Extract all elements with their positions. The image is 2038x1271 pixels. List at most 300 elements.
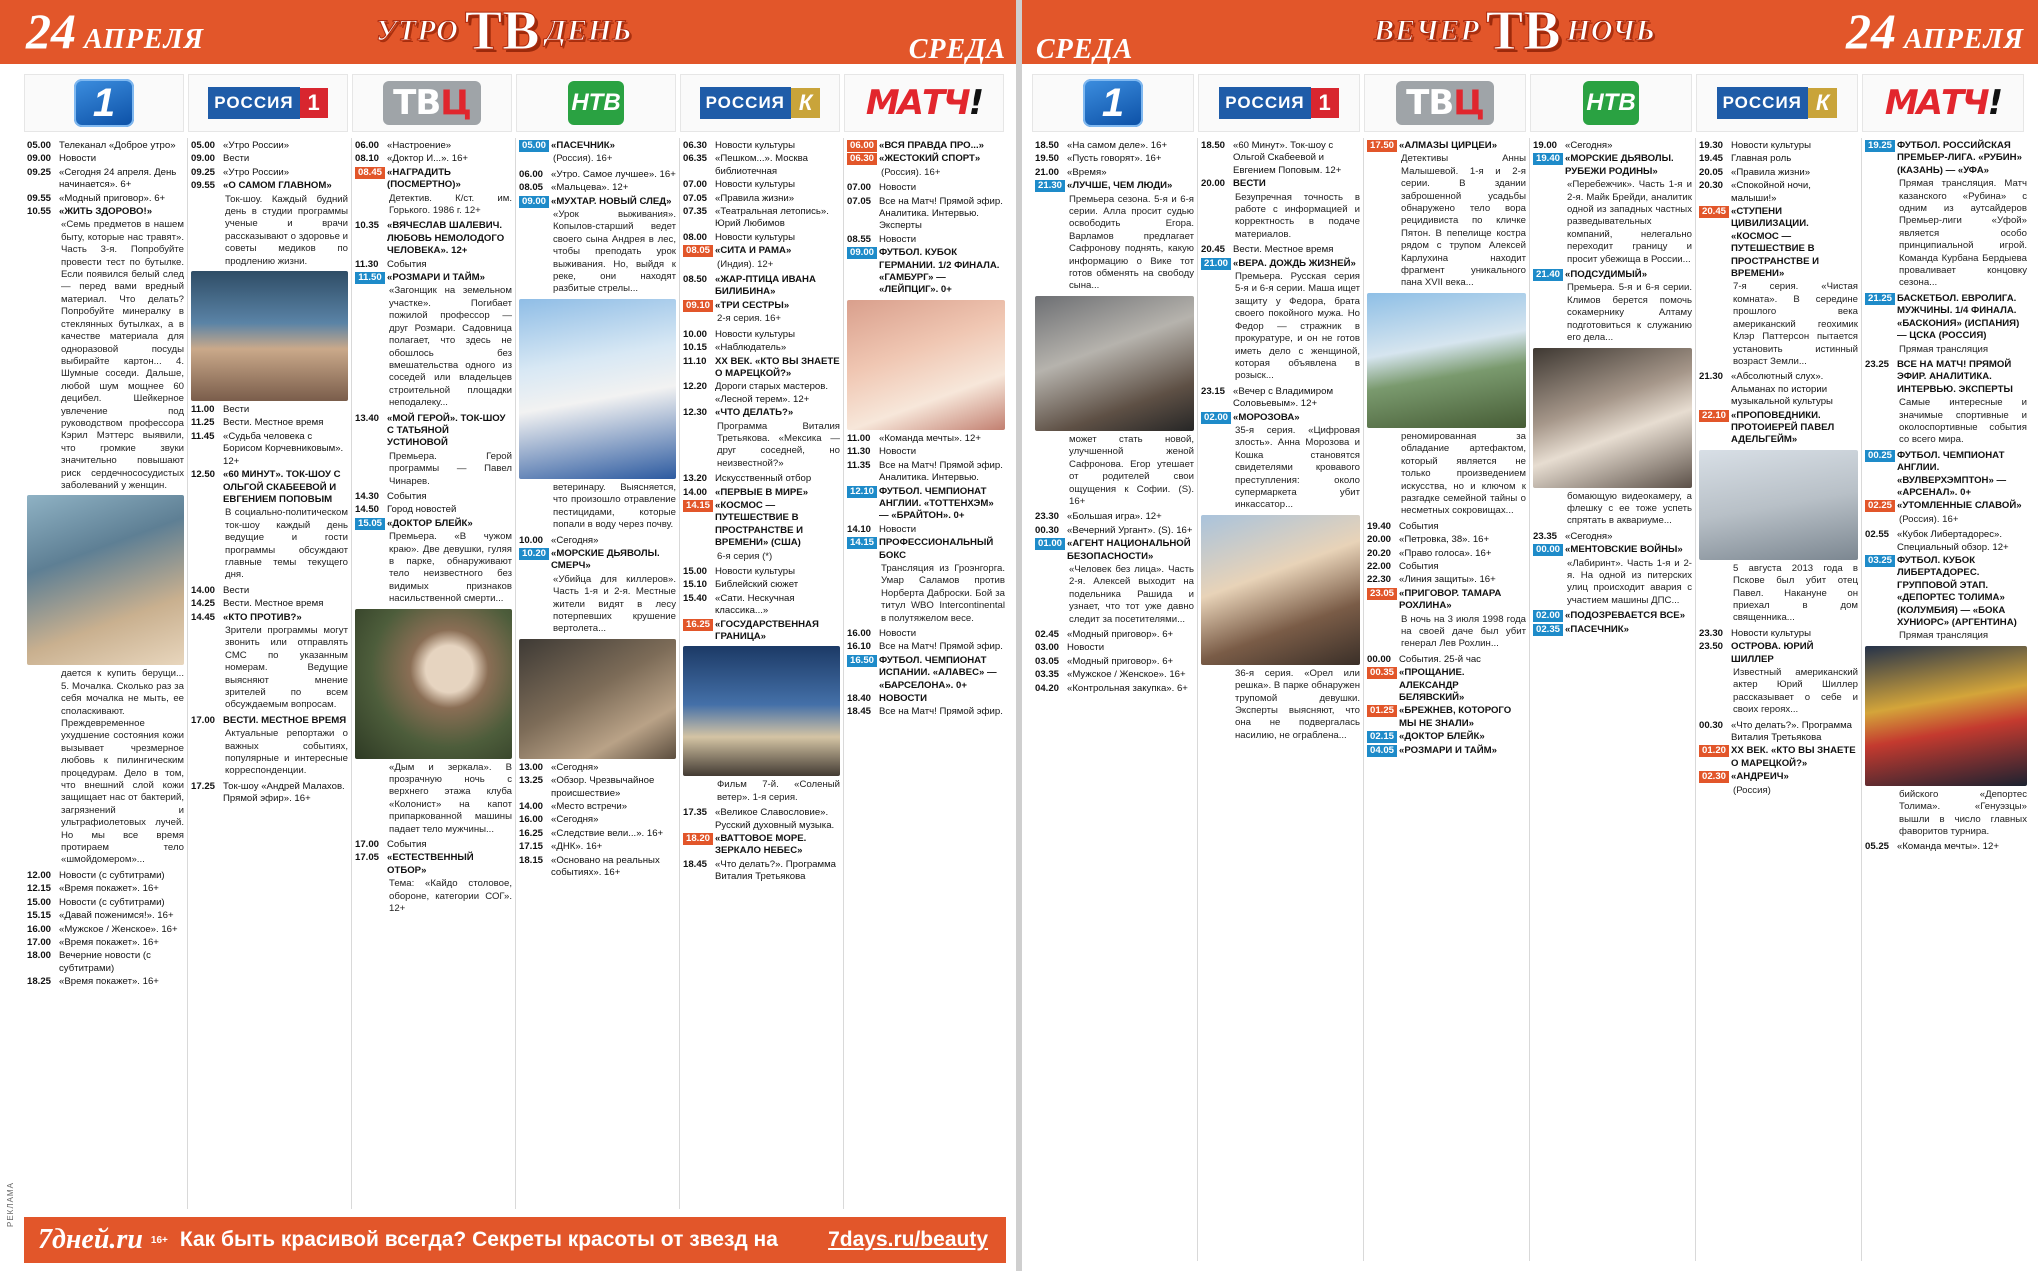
programme-photo [355, 609, 512, 759]
schedule-row [191, 167, 348, 179]
programme-time: 11.00 [847, 432, 871, 444]
programme-time: 06.00 [847, 140, 877, 152]
schedule-row [191, 417, 348, 429]
programme-title: «РОЗМАРИ И ТАЙМ» [387, 272, 485, 284]
programme-description: «Человек без лица». Часть 2-я. Алексей выходит на подельника Рашида и узнает, что тот уже давно следит за посетителями... [1069, 563, 1194, 625]
programme-time: 15.40 [683, 592, 708, 604]
programme-time: 18.15 [519, 854, 544, 866]
schedule-row [355, 504, 512, 516]
programme-description: Премьера. Герой программы — Павел Чинарев. [389, 450, 512, 487]
schedule-row [519, 814, 676, 826]
programme-time: 17.00 [191, 714, 216, 726]
programme-time: 05.00 [27, 140, 52, 151]
programme-time: 11.50 [355, 272, 385, 284]
programme-time: 23.15 [1201, 385, 1226, 397]
programme-time: 18.45 [683, 858, 708, 870]
schedule-row [1201, 140, 1360, 177]
schedule-column [516, 138, 680, 1209]
programme-time: 08.00 [683, 231, 708, 243]
schedule-row [1201, 412, 1360, 424]
programme-title: «Линия защиты». 16+ [1399, 574, 1496, 586]
programme-time: 18.45 [847, 706, 872, 718]
programme-description: В социально-политическом ток-шоу каждый день ведущие и гости программы обсуждают главные темы текущего дня. [225, 507, 348, 581]
programme-title: «60 Минут». Ток-шоу с Ольгой Скабеевой и Евгением Поповым. 12+ [1233, 140, 1342, 176]
advert-banner[interactable] [6, 1182, 1006, 1263]
programme-title: Все на Матч! Прямой эфир. [879, 706, 1003, 718]
programme-time: 18.50 [1201, 140, 1226, 151]
schedule-row [1367, 731, 1526, 743]
schedule-row [1533, 269, 1692, 281]
programme-title: «ЕСТЕСТВЕННЫЙ ОТБОР» [387, 852, 474, 876]
programme-photo [1367, 293, 1526, 428]
schedule-row [683, 329, 840, 341]
programme-title: «Время покажет». 16+ [59, 936, 159, 948]
programme-title: «УТОМЛЕННЫЕ СЛАВОЙ» [1897, 500, 2022, 512]
schedule-row [355, 259, 512, 271]
schedule-row [847, 182, 1005, 194]
programme-time: 11.35 [847, 459, 871, 471]
programme-time: 15.00 [683, 566, 708, 577]
schedule-row [683, 342, 840, 354]
advert-link[interactable]: 7days.ru/beauty [828, 1228, 988, 1251]
programme-time: 16.50 [847, 655, 877, 667]
programme-time: 07.05 [683, 192, 708, 204]
programme-title: «Утро России» [223, 140, 290, 151]
programme-time: 16.00 [847, 627, 872, 639]
channel-logo-russia1: РОССИЯ 1 [188, 74, 348, 132]
programme-time: 00.00 [1367, 653, 1392, 665]
schedule-row [1533, 140, 1692, 152]
schedule-row [683, 274, 840, 299]
schedule-row [1699, 410, 1858, 447]
programme-time: 06.00 [355, 140, 380, 151]
programme-description: Прямая трансляция [1899, 630, 1989, 642]
programme-title: «ЖАР-ПТИЦА ИВАНА БИЛИБИНА» [715, 274, 816, 298]
programme-time: 18.40 [847, 693, 872, 704]
programme-time: 20.45 [1699, 206, 1729, 218]
schedule-row [847, 433, 1005, 445]
channel-logo-ntv: НТВ [516, 74, 676, 132]
programme-title: «Команда мечты». 12+ [879, 432, 981, 444]
programme-time: 10.55 [27, 206, 52, 218]
programme-title: «Наблюдатель» [715, 342, 787, 354]
programme-time: 17.25 [191, 780, 216, 792]
programme-time: 14.00 [519, 800, 544, 812]
programme-title: Новости [879, 233, 917, 245]
schedule-row [27, 167, 184, 192]
programme-title: Новости культуры [1731, 627, 1811, 639]
schedule-column [1530, 138, 1696, 1261]
programme-title: Библейский сюжет [715, 579, 799, 591]
programme-description: Безупречная точность в работе с информацией и корректность в подаче материалов. [1235, 191, 1360, 240]
programme-time: 09.25 [27, 166, 52, 178]
programme-time: 11.00 [191, 404, 215, 416]
programme-title: «НАГРАДИТЬ (ПОСМЕРТНО)» [387, 166, 461, 191]
programme-time: 08.55 [847, 233, 872, 245]
schedule-row [1367, 705, 1526, 730]
programme-time: 21.40 [1533, 269, 1563, 281]
programme-title: «О САМОМ ГЛАВНОМ» [223, 180, 332, 192]
programme-title: ХХ ВЕК. «КТО ВЫ ЗНАЕТЕ О МАРЕЦКОЙ?» [1731, 745, 1856, 769]
programme-time: 10.35 [355, 220, 380, 232]
programme-time: 09.10 [683, 300, 713, 312]
programme-description: Детектив. К/ст. им. Горького. 1986 г. 12+ [389, 192, 512, 217]
programme-time: 14.00 [683, 486, 708, 498]
programme-title: Новости [879, 182, 917, 194]
schedule-row [1533, 544, 1692, 556]
programme-title: «Сегодня» [551, 814, 599, 826]
programme-time: 20.30 [1699, 180, 1724, 192]
schedule-row [1367, 548, 1526, 560]
programme-description: Самые интересные и значимые спортивные и околоспортивные события со всего мира. [1899, 397, 2027, 446]
schedule-row [1367, 561, 1526, 573]
schedule-row [519, 762, 676, 774]
schedule-row [1865, 529, 2027, 554]
programme-description: бийского «Депортес Толима». «Генуэзцы» вышли в число главных фаворитов турнира. [1899, 788, 2027, 838]
programme-title: «Кубок Либертадорес». Специальный обзор. 12+ [1897, 529, 2009, 553]
schedule-row [1699, 720, 1858, 745]
programme-time: 08.45 [355, 167, 385, 179]
programme-time: 14.45 [191, 611, 216, 623]
programme-time: 19.40 [1533, 153, 1563, 165]
programme-time: 15.05 [355, 518, 385, 530]
programme-title: Все на Матч! Прямой эфир. [879, 641, 1003, 653]
programme-title: «СИТА И РАМА» [715, 245, 792, 257]
schedule-row [1201, 244, 1360, 256]
programme-time: 17.50 [1367, 140, 1397, 152]
programme-description: «Дым и зеркала». В прозрачную ночь с верхнего этажа клуба «Колонист» на капот припаркованной машины падает тело мужчины... [389, 761, 512, 835]
programme-title: «Сати. Нескучная классика...» [715, 592, 795, 617]
schedule-column [24, 138, 188, 1209]
programme-description: Известный американский актер Юрий Шиллер рассказывает о себе и своих героях... [1733, 667, 1858, 716]
programme-time: 04.05 [1367, 745, 1397, 757]
programme-description: Прямая трансляция. Матч казанского «Рубина» с одним из аутсайдеров Премьер-лиги «Уфой» является особо принципиальной игрой. Команда Курбана Бердыева проваливает концовку сезона... [1899, 178, 2027, 289]
programme-time: 08.10 [355, 153, 380, 165]
schedule-row [355, 272, 512, 284]
schedule-row [519, 801, 676, 813]
programme-title: «Команда мечты». 12+ [1897, 841, 1999, 853]
programme-time: 00.30 [1035, 524, 1060, 536]
programme-time: 19.40 [1367, 520, 1392, 532]
programme-description: бомающую видеокамеру, а флешку с ее тоже успеть спрятать в аквариуме... [1567, 490, 1692, 527]
programme-title: «Мужское / Женское». 16+ [59, 923, 178, 935]
programme-title: «Время покажет». 16+ [59, 976, 159, 988]
programme-time: 08.05 [683, 245, 713, 257]
schedule-row [191, 140, 348, 152]
programme-time: 11.45 [191, 430, 215, 442]
programme-time: 12.50 [191, 469, 216, 481]
schedule-row [27, 910, 184, 922]
programme-photo [1533, 348, 1692, 488]
programme-title: «Время покажет». 16+ [59, 883, 159, 895]
programme-description: Ток-шоу. Каждый будний день в студии программы ученые и врачи рассказывают о здоровье и советы медиков по продлению жизни. [225, 193, 348, 267]
programme-time: 16.00 [519, 814, 544, 826]
schedule-row [683, 179, 840, 191]
programme-time: 06.30 [847, 153, 877, 165]
programme-description: 6-я серия (*) [717, 550, 773, 562]
programme-description: «Перебежчик». Часть 1-я и 2-я. Майк Брейди, аналитик одной из западных частных разведывательных компаний, нелегально переходит границу и просит убежища в России... [1567, 179, 1692, 265]
schedule-row [355, 167, 512, 192]
programme-title: «ГОСУДАРСТВЕННАЯ ГРАНИЦА» [715, 618, 819, 643]
programme-title: «ВАТТОВОЕ МОРЕ. ЗЕРКАЛО НЕБЕС» [715, 833, 807, 857]
programme-time: 15.00 [27, 896, 52, 908]
programme-time: 19.00 [1533, 140, 1558, 151]
programme-description: 36-я серия. «Орел или решка». В парке обнаружен трупомой девушки. Эксперты выясняют, что она не подвергалась насилию, не ограблена... [1235, 667, 1360, 741]
programme-photo [1865, 646, 2027, 786]
schedule-row [1533, 624, 1692, 636]
programme-title: «60 МИНУТ». ТОК-ШОУ С ОЛЬГОЙ СКАБЕЕВОЙ И ЕВГЕНИЕМ ПОПОВЫМ [223, 469, 341, 505]
programme-title: События [387, 490, 427, 502]
schedule-row [1367, 654, 1526, 666]
left-page [0, 0, 1016, 1271]
programme-time: 13.00 [519, 761, 544, 773]
programme-time: 10.15 [683, 342, 708, 354]
programme-time: 15.10 [683, 579, 708, 591]
schedule-row [1865, 140, 2027, 177]
schedule-row [519, 535, 676, 547]
programme-description: Премьера сезона. 5-я и 6-я серии. Алла просит судью освободить Егора. Варламов предлагает Сафронову поднять, какую информацию о Вике тот готов обменять на свободу сына... [1069, 193, 1194, 292]
programme-time: 21.30 [1699, 371, 1724, 383]
programme-time: 22.30 [1367, 574, 1392, 586]
left-header-band [0, 0, 1016, 64]
programme-description: (Индия). 12+ [717, 258, 774, 270]
left-header-weekday: СРЕДА [908, 34, 1006, 65]
programme-title: «РОЗМАРИ И ТАЙМ» [1399, 744, 1497, 756]
programme-photo [191, 271, 348, 401]
schedule-row [1367, 574, 1526, 586]
programme-title: «ТРИ СЕСТРЫ» [715, 299, 790, 311]
schedule-row [1367, 588, 1526, 613]
programme-title: ВЕСТИ [1233, 178, 1266, 190]
programme-time: 14.50 [355, 504, 380, 516]
programme-description: Тема: «Кайдо столовое, обороне, категории СОГ». 12+ [389, 878, 512, 915]
programme-time: 01.25 [1367, 705, 1397, 717]
programme-time: 05.25 [1865, 841, 1890, 853]
programme-time: 13.20 [683, 473, 708, 485]
programme-title: «ЛУЧШЕ, ЧЕМ ЛЮДИ» [1067, 180, 1173, 192]
schedule-row [1035, 525, 1194, 537]
programme-title: «БРЕЖНЕВ, КОТОРОГО МЫ НЕ ЗНАЛИ» [1399, 705, 1512, 729]
programme-title: НОВОСТИ [879, 693, 927, 704]
programme-photo [1035, 296, 1194, 431]
programme-time: 09.00 [27, 153, 52, 165]
schedule-row [191, 781, 348, 806]
programme-title: «Судьба человека с Борисом Корчевниковым». 12+ [223, 430, 344, 467]
schedule-row [1865, 450, 2027, 500]
programme-title: «Сегодня» [1565, 530, 1613, 542]
programme-description: Премьера. Русская серия 5-я и 6-я серии. Маша ищет защиту у Федора, брата своего покойного мужа. Но Федор — стражник в прокуратуре, и он не готов иметь дело с женщиной, которая объявлена в розыск... [1235, 271, 1360, 382]
schedule-row [683, 381, 840, 406]
schedule-row [847, 153, 1005, 165]
schedule-row [683, 356, 840, 381]
channel-logo-russia1: РОССИЯ 1 [1198, 74, 1360, 132]
programme-time: 13.40 [355, 412, 380, 424]
schedule-row [683, 245, 840, 257]
schedule-row [847, 247, 1005, 297]
schedule-row [1035, 683, 1194, 695]
programme-time: 07.35 [683, 206, 708, 218]
programme-title: «Мальцева». 12+ [551, 182, 629, 194]
right-header-logo [1374, 0, 1656, 62]
programme-title: «Сегодня» [1565, 140, 1613, 151]
channel-logo-match: МАТЧ! [1862, 74, 2024, 132]
programme-description: может стать новой, улучшенной женой Сафронова. Егор утешает от родителей свои ощущения к Софии. (S). 16+ [1069, 433, 1194, 507]
programme-title: «ДОКТОР БЛЕЙК» [387, 517, 473, 529]
schedule-row [847, 655, 1005, 692]
right-channel-logos [1032, 74, 2030, 132]
programme-title: «Право голоса». 16+ [1399, 547, 1492, 559]
schedule-row [683, 193, 840, 205]
programme-title: «Сегодня» [551, 761, 599, 773]
programme-time: 09.00 [191, 153, 216, 165]
schedule-column [1364, 138, 1530, 1261]
channel-logo-match: МАТЧ! [844, 74, 1004, 132]
programme-time: 06.00 [519, 168, 544, 180]
programme-title: «Правила жизни» [1731, 166, 1811, 178]
schedule-row [1699, 371, 1858, 408]
schedule-row [355, 413, 512, 450]
schedule-column [352, 138, 516, 1209]
programme-time: 23.30 [1699, 627, 1724, 639]
programme-description: (Россия). 16+ [553, 153, 613, 165]
schedule-row [1865, 359, 2027, 396]
schedule-row [519, 828, 676, 840]
programme-title: «ПРОЩАНИЕ. АЛЕКСАНДР БЕЛЯВСКИЙ» [1399, 667, 1465, 703]
schedule-row [847, 628, 1005, 640]
schedule-row [355, 852, 512, 877]
programme-title: «Контрольная закупка». 6+ [1067, 682, 1188, 694]
logo-tv: ТВ [1485, 0, 1561, 62]
programme-title: «Великое Славословие». Русский духовный музыка. [715, 807, 835, 831]
programme-title: Ток-шоу «Андрей Малахов. Прямой эфир». 16+ [223, 780, 345, 805]
schedule-row [27, 193, 184, 205]
programme-title: «МУХТАР. НОВЫЙ СЛЕД» [551, 195, 672, 207]
programme-title: Искусственный отбор [715, 473, 812, 485]
schedule-row [1201, 386, 1360, 411]
schedule-row [683, 487, 840, 499]
programme-description: Трансляция из Гроэнгорга. Умар Саламов против Норберта Даброски. Бой за титул WBO Intercontinental в полутяжелом весе. [881, 562, 1005, 624]
programme-time: 22.10 [1699, 410, 1729, 422]
programme-description: Фильм 7-й. «Соленый ветер». 1-я серия. [717, 779, 840, 803]
programme-title: «Пешком...». Москва библиотечная [715, 153, 808, 177]
programme-time: 14.15 [683, 500, 713, 512]
advert-text: Как быть красивой всегда? Секреты красоты от звезд на [179, 1228, 778, 1251]
schedule-row [27, 140, 184, 152]
schedule-row [683, 859, 840, 884]
schedule-row [1035, 180, 1194, 192]
programme-time: 20.05 [1699, 166, 1724, 178]
left-channel-logos [24, 74, 1008, 132]
schedule-row [27, 924, 184, 936]
schedule-row [355, 220, 512, 257]
programme-title: Вести [223, 404, 250, 416]
programme-title: Вести [223, 584, 250, 596]
logo-tv: ТВ [464, 0, 540, 62]
channel-logo-1tv: 1 [24, 74, 184, 132]
schedule-row [1533, 531, 1692, 543]
programme-title: Вести. Местное время [223, 417, 324, 429]
programme-time: 19.25 [1865, 140, 1895, 152]
programme-time: 22.00 [1367, 560, 1392, 572]
programme-title: «МОРОЗОВА» [1233, 411, 1300, 423]
schedule-row [191, 404, 348, 416]
programme-description: (Россия). 16+ [881, 166, 941, 178]
programme-time: 08.05 [519, 182, 544, 194]
programme-title: Главная роль [1731, 153, 1792, 165]
programme-title: Новости культуры [715, 140, 795, 151]
programme-title: Все на Матч! Прямой эфир. Аналитика. Интервью. [879, 459, 1003, 484]
programme-title: «Давай поженимся!». 16+ [59, 910, 174, 922]
schedule-column [1198, 138, 1364, 1261]
channel-logo-russiak: РОССИЯ К [1696, 74, 1858, 132]
programme-title: «Место встречи» [551, 800, 628, 812]
schedule-row [683, 206, 840, 231]
schedule-row [355, 839, 512, 851]
programme-time: 14.25 [191, 598, 216, 610]
programme-time: 14.10 [847, 523, 872, 535]
programme-description: Программа Виталия Третьякова. «Мексика — друг соседней, но неизвестной?» [717, 420, 840, 469]
schedule-row [847, 140, 1005, 152]
programme-time: 20.45 [1201, 244, 1226, 256]
programme-title: «МОРСКИЕ ДЬЯВОЛЫ. СМЕРЧ» [551, 547, 660, 572]
programme-time: 14.00 [191, 584, 216, 596]
programme-title: ВЕСТИ. МЕСТНОЕ ВРЕМЯ [223, 714, 347, 726]
schedule-row [27, 950, 184, 975]
left-schedule-columns [24, 138, 1008, 1209]
programme-time: 02.25 [1865, 500, 1895, 512]
programme-time: 07.00 [683, 179, 708, 191]
programme-description: Премьера. «В чужом краю». Две девушки, гуляя в парке, обнаруживают тело неизвестного без видимых признаков насильственной смерти... [389, 531, 512, 605]
programme-description: (Россия) [1733, 784, 1771, 796]
schedule-row [847, 446, 1005, 458]
schedule-row [1533, 610, 1692, 622]
programme-time: 02.00 [1533, 610, 1563, 622]
programme-time: 09.55 [27, 192, 52, 204]
schedule-row [1035, 656, 1194, 668]
programme-title: «Что делать?». Программа Виталия Третьякова [715, 858, 837, 883]
advert-age-rating: 16+ [150, 1234, 168, 1246]
schedule-row [1865, 555, 2027, 629]
programme-title: «ДОКТОР БЛЕЙК» [1399, 731, 1485, 743]
schedule-row [683, 500, 840, 550]
right-header-date: 24 АПРЕЛЯ [1845, 3, 2024, 59]
programme-time: 16.25 [683, 619, 713, 631]
programme-time: 23.35 [1533, 530, 1558, 542]
schedule-row [1699, 628, 1858, 640]
schedule-row [1035, 167, 1194, 179]
programme-time: 20.20 [1367, 547, 1392, 559]
programme-title: Вести. Местное время [1233, 244, 1334, 256]
programme-description: «Семь предметов в нашем быту, которые нас травят». Часть 3-я. Попробуйте провести тест по бутылке. Если появился белый след — перед вами вредный материал. Что делать? Попробуйте минералку в стеклянных бутылках, а в качестве материала для одноразовой посуды выбирайте картон... 4. Шумные соседи. Дальше, любой шум мощнее 60 децибел. Шейкерное увлечение под руководством профессора Кэрил Мэттерс выявили, что громкие звуки значительно повышают риск сердечнососудистых заболеваний у женщин. [61, 219, 184, 491]
programme-title: БАСКЕТБОЛ. ЕВРОЛИГА. МУЖЧИНЫ. 1/4 ФИНАЛА. «БАСКОНИЯ» (ИСПАНИЯ) — ЦСКА (РОССИЯ) [1897, 292, 2020, 342]
programme-time: 12.20 [683, 381, 708, 393]
programme-description: В ночь на 3 июля 1998 года на своей даче был убит генерал Лев Рохлин... [1401, 613, 1526, 650]
programme-title: «ПРОПОВЕДНИКИ. ПРОТОИЕРЕЙ ПАВЕЛ АДЕЛЬГЕЙМ» [1731, 409, 1835, 446]
programme-title: Новости культуры [715, 566, 795, 577]
programme-time: 09.00 [519, 196, 549, 208]
programme-time: 00.35 [1367, 667, 1397, 679]
programme-title: «Обзор. Чрезвычайное происшествие» [551, 775, 655, 799]
programme-title: Город новостей [387, 504, 457, 516]
programme-time: 20.00 [1201, 178, 1226, 190]
schedule-row [1699, 206, 1858, 280]
schedule-row [27, 153, 184, 165]
channel-logo-ntv: НТВ [1530, 74, 1692, 132]
programme-time: 07.05 [847, 195, 872, 207]
programme-time: 21.30 [1035, 180, 1065, 192]
programme-title: Новости культуры [715, 328, 795, 340]
programme-photo [847, 300, 1005, 430]
